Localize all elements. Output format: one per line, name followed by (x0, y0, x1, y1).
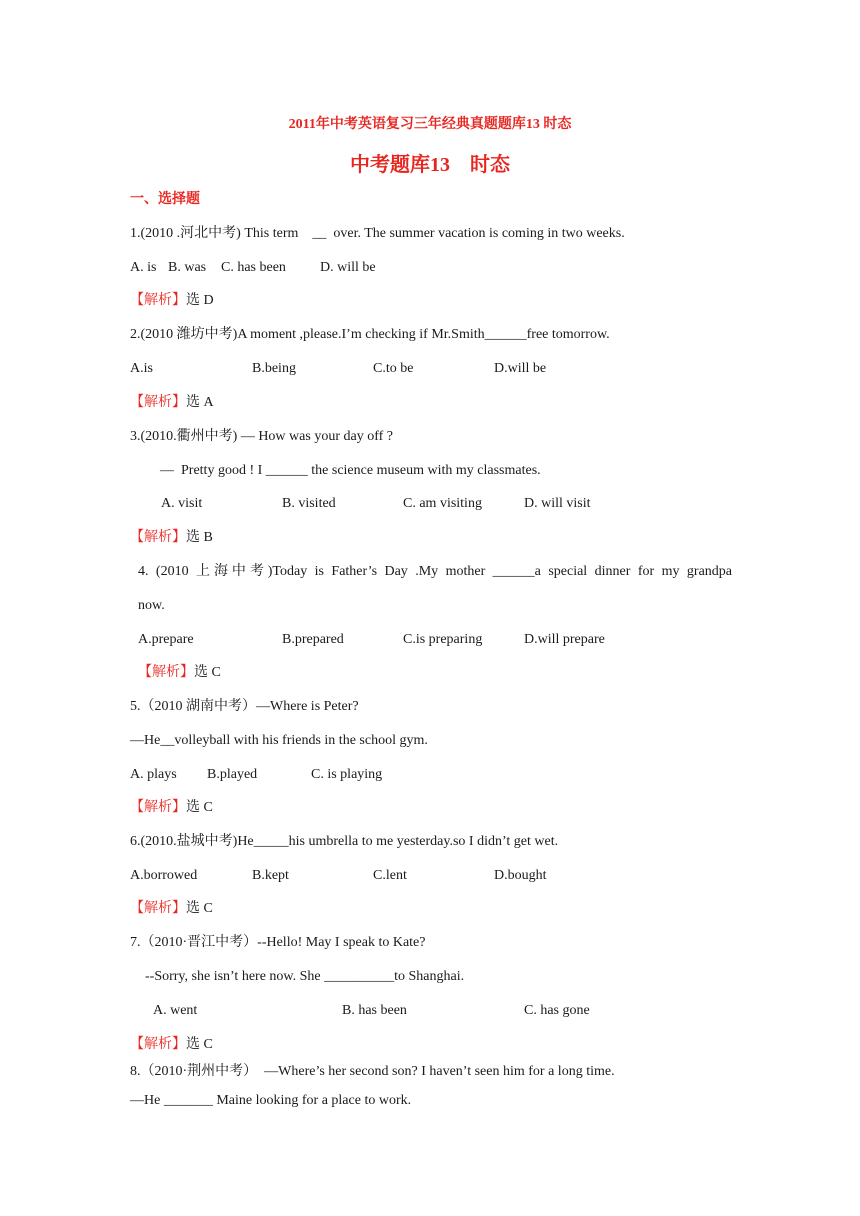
answer: 选 A (186, 395, 214, 410)
question-5-stem-line-2: —He__volleyball with his friends in the school gym. (130, 733, 428, 748)
question-4-option-a: A.prepare (138, 632, 194, 647)
answer: 选 C (194, 665, 221, 680)
question-4-stem-line-2: now. (138, 598, 165, 613)
question-7-analysis (130, 1036, 213, 1054)
question-1-option-c: C. has been (221, 260, 286, 275)
question-7-stem: 7.（2010·晋江中考）--Hello! May I speak to Kate? (130, 935, 426, 950)
analysis-label: 【解析】 (138, 665, 194, 680)
question-2-stem: 2.(2010 潍坊中考)A moment ,please.I’m checking if Mr.Smith______free tomorrow. (130, 327, 610, 342)
section-title: 一、选择题 (130, 192, 200, 207)
answer: 选 B (186, 530, 213, 545)
analysis-label: 【解析】 (130, 901, 186, 916)
question-6-stem: 6.(2010.盐城中考)He_____his umbrella to me yesterday.so I didn’t get wet. (130, 834, 559, 849)
question-5-option-c: C. is playing (311, 767, 383, 782)
question-2-option-b: B.being (252, 361, 296, 376)
question-3-stem-line-2: — Pretty good ! I ______ the science museum with my classmates. (160, 463, 541, 478)
document-subtitle: 2011年中考英语复习三年经典真题题库13 时态 (288, 117, 572, 132)
question-8-stem: 8.（2010·荆州中考） —Where’s her second son? I haven’t seen him for a long time. (130, 1064, 615, 1079)
analysis-label: 【解析】 (130, 395, 186, 410)
question-7-option-c: C. has gone (524, 1003, 590, 1018)
question-3-option-c: C. am visiting (403, 496, 482, 511)
question-5-stem: 5.（2010 湖南中考）—Where is Peter? (130, 699, 359, 714)
answer: 选 D (186, 293, 214, 308)
question-7-option-a: A. went (153, 1003, 198, 1018)
answer: 选 C (186, 800, 213, 815)
question-1-stem: 1.(2010 .河北中考) This term __ over. The summer vacation is coming in two weeks. (130, 226, 625, 241)
question-1-option-b: B. was (168, 260, 207, 275)
question-6-option-c: C.lent (373, 868, 407, 883)
question-1-option-a: A. is (130, 260, 157, 275)
question-5-analysis (130, 799, 213, 817)
question-3-option-b: B. visited (282, 496, 336, 511)
question-4-analysis (138, 664, 221, 682)
question-2-option-c: C.to be (373, 361, 414, 376)
question-2-option-a: A.is (130, 361, 153, 376)
question-1-analysis (130, 292, 214, 310)
answer: 选 C (186, 901, 213, 916)
analysis-label: 【解析】 (130, 1037, 186, 1052)
analysis-label: 【解析】 (130, 800, 186, 815)
question-3-option-d: D. will visit (524, 496, 591, 511)
question-4-option-d: D.will prepare (524, 632, 605, 647)
question-5-option-a: A. plays (130, 767, 177, 782)
question-2-option-d: D.will be (494, 361, 547, 376)
question-4-option-b: B.prepared (282, 632, 344, 647)
question-7-option-b: B. has been (342, 1003, 407, 1018)
question-3-stem: 3.(2010.衢州中考) — How was your day off ? (130, 429, 393, 444)
document-title: 中考题库13 时态 (350, 154, 510, 176)
question-2-analysis (130, 394, 214, 412)
analysis-label: 【解析】 (130, 530, 186, 545)
question-6-option-a: A.borrowed (130, 868, 198, 883)
question-6-analysis (130, 900, 213, 918)
analysis-label: 【解析】 (130, 293, 186, 308)
question-6-option-d: D.bought (494, 868, 547, 883)
question-4-stem: 4. (2010 上海中考)Today is Father’s Day .My mother ______a special dinner for my grandpa (138, 564, 732, 579)
answer: 选 C (186, 1037, 213, 1052)
question-4-option-c: C.is preparing (403, 632, 483, 647)
question-6-option-b: B.kept (252, 868, 289, 883)
question-1-option-d: D. will be (320, 260, 376, 275)
question-8-stem-line-2: —He _______ Maine looking for a place to work. (130, 1093, 412, 1108)
question-3-analysis (130, 529, 213, 547)
question-7-stem-line-2: --Sorry, she isn’t here now. She __________to Shanghai. (145, 969, 465, 984)
question-3-option-a: A. visit (161, 496, 203, 511)
question-5-option-b: B.played (207, 767, 258, 782)
